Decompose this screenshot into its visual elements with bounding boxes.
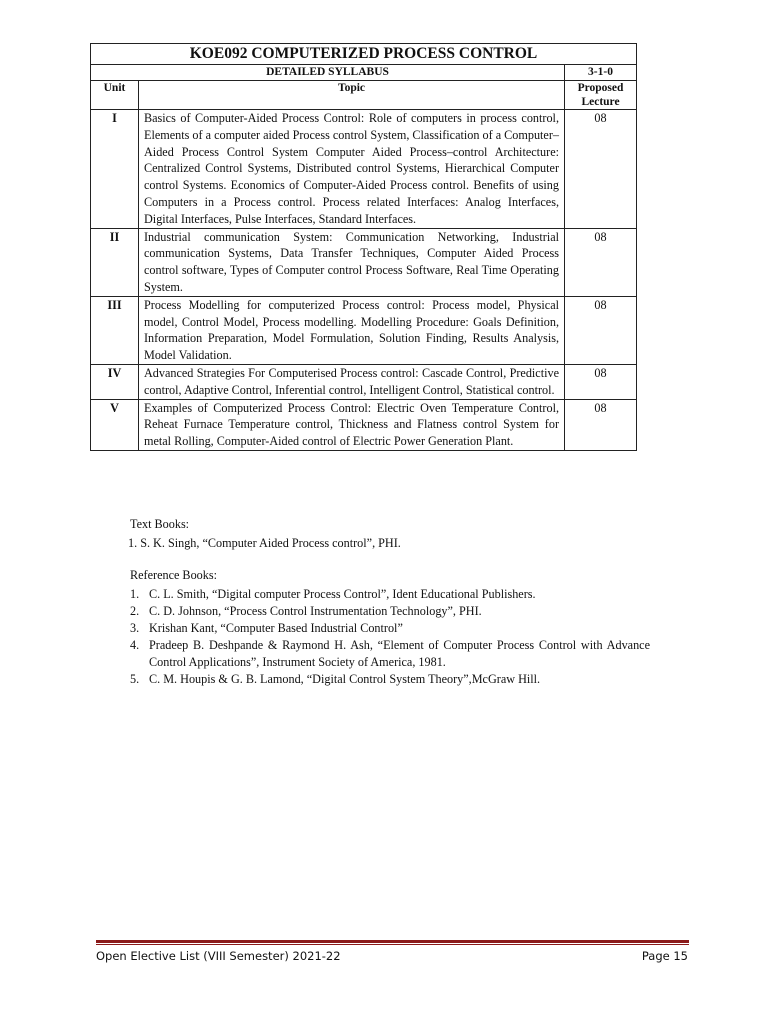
- text-books-label: Text Books:: [130, 517, 190, 531]
- unit-number: III: [91, 296, 139, 364]
- list-item: [130, 671, 650, 688]
- course-title: KOE092 COMPUTERIZED PROCESS CONTROL: [91, 44, 637, 65]
- topic-header: Topic: [139, 81, 565, 110]
- topic-text: Industrial communication System: Communication Networking, Industrial communication Systems, Data Transfer Techniques, Computer Aided Process control software, Types of Computer control Process Software, Real Time Operating System.: [139, 228, 565, 296]
- table-header-row: [91, 81, 637, 110]
- topic-text: Examples of Computerized Process Control: Electric Oven Temperature Control, Reheat Furnace Temperature control, Thickness and Flatness control System for metal Rolling, Computer-Aided control of Electric Power Generation Plant.: [139, 399, 565, 450]
- list-number: 3.: [130, 621, 140, 635]
- lecture-header: Proposed Lecture: [565, 81, 637, 110]
- reference-text: Pradeep B. Deshpande & Raymond H. Ash, “Element of Computer Process Control with Advance Control Applications”, Instrument Society of America, 1981.: [149, 638, 650, 669]
- list-number: 5.: [130, 672, 140, 686]
- reference-books-list: [130, 586, 650, 688]
- table-row: [91, 364, 637, 399]
- list-item: [130, 603, 650, 620]
- unit-number: V: [91, 399, 139, 450]
- lecture-count: 08: [565, 364, 637, 399]
- page-number: Page 15: [641, 949, 688, 963]
- footer-rule-thin: [96, 944, 689, 945]
- detailed-syllabus-label: DETAILED SYLLABUS: [91, 65, 565, 81]
- list-number: 1.: [130, 587, 140, 601]
- topic-text: Process Modelling for computerized Process control: Process model, Physical model, Control Model, Process modelling. Modelling Procedure: Goals Definition, Information Preparation, Model Formulation, Solution Finding, Results Analysis, Model Validation.: [139, 296, 565, 364]
- book-lists: [130, 516, 650, 688]
- list-number: 2.: [130, 604, 140, 618]
- table-row: [91, 399, 637, 450]
- lecture-count: 08: [565, 228, 637, 296]
- unit-header: Unit: [91, 81, 139, 110]
- ltp-value: 3-1-0: [565, 65, 637, 81]
- table-row: [91, 110, 637, 229]
- reference-books-label: Reference Books:: [130, 568, 217, 582]
- text-book-item: 1. S. K. Singh, “Computer Aided Process control”, PHI.: [128, 536, 401, 550]
- table-subtitle-row: [91, 65, 637, 81]
- topic-text: Advanced Strategies For Computerised Process control: Cascade Control, Predictive control, Adaptive Control, Inferential control, Intelligent Control, Statistical control.: [139, 364, 565, 399]
- lecture-count: 08: [565, 296, 637, 364]
- syllabus-table: [90, 43, 637, 451]
- reference-text: C. D. Johnson, “Process Control Instrumentation Technology”, PHI.: [149, 604, 482, 618]
- unit-number: IV: [91, 364, 139, 399]
- footer-document-title: Open Elective List (VIII Semester) 2021-22: [96, 949, 341, 963]
- reference-text: Krishan Kant, “Computer Based Industrial Control”: [149, 621, 403, 635]
- lecture-count: 08: [565, 110, 637, 229]
- list-item: [130, 620, 650, 637]
- table-row: [91, 296, 637, 364]
- reference-text: C. L. Smith, “Digital computer Process Control”, Ident Educational Publishers.: [149, 587, 536, 601]
- reference-text: C. M. Houpis & G. B. Lamond, “Digital Control System Theory”,McGraw Hill.: [149, 672, 541, 686]
- table-row: [91, 228, 637, 296]
- unit-number: II: [91, 228, 139, 296]
- lecture-count: 08: [565, 399, 637, 450]
- list-item: [130, 586, 650, 603]
- table-title-row: [91, 44, 637, 65]
- footer-rule-thick: [96, 940, 689, 943]
- list-item: [130, 637, 650, 671]
- topic-text: Basics of Computer-Aided Process Control: Role of computers in process control, Elements of a computer aided Process control System, Classification of a Computer–Aided Process Control System Computer Aided Process–control Architecture: Centralized Control Systems, Distributed control Systems, Hierarchical Computer control Systems. Economics of Computer-Aided Process control. Benefits of using Computers in a Process control. Process related Interfaces: Analog Interfaces, Digital Interfaces, Pulse Interfaces, Standard Interfaces.: [139, 110, 565, 229]
- unit-number: I: [91, 110, 139, 229]
- list-number: 4.: [130, 638, 140, 652]
